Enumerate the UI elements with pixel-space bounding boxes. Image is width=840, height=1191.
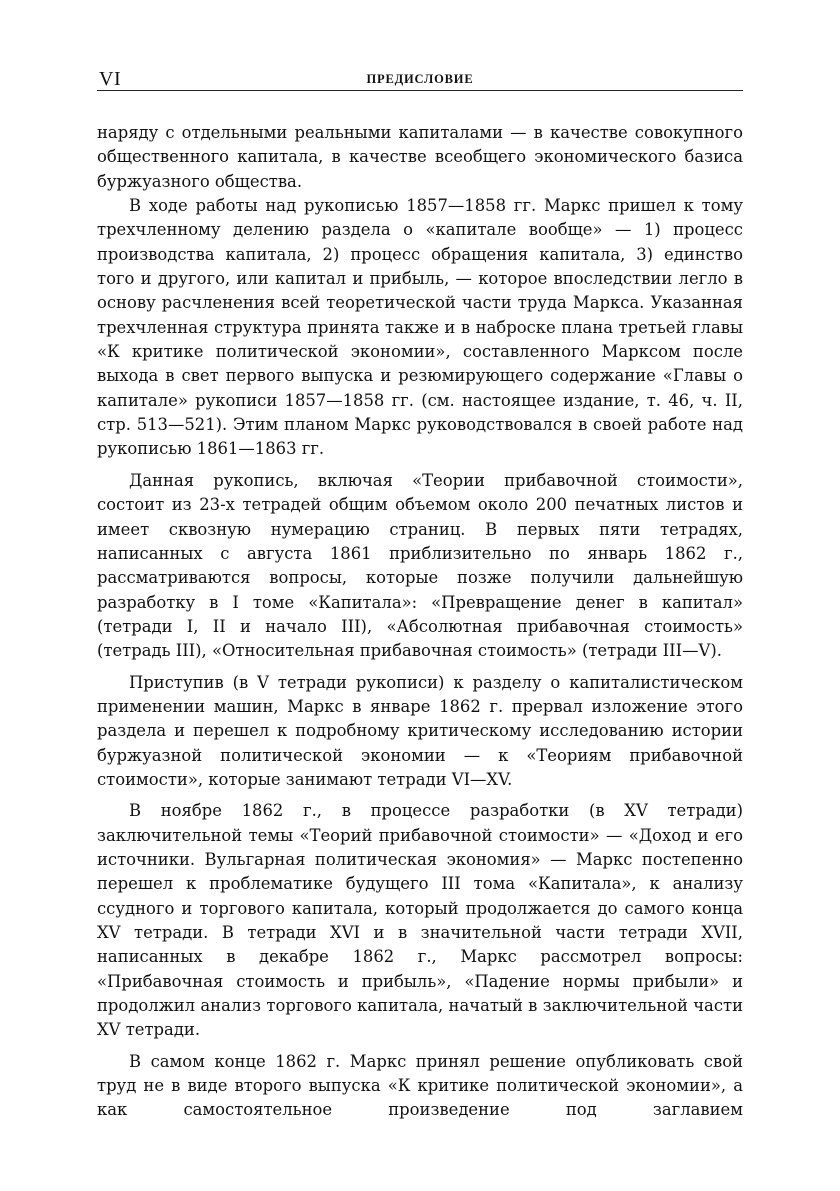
- paragraph-end-of-1862: В самом конце 1862 г. Маркс принял решение опубликовать свой труд не в виде второго выпуска «К критике политической экономии», а как самостоятельное произведение под заглавием: [97, 1051, 743, 1120]
- body-text: [97, 121, 743, 1123]
- paragraph-machinery-section: Приступив (в V тетради рукописи) к разделу о капиталистическом применении машин, Маркс в январе 1862 г. прервал изложение этого раздела и перешел к подробному критическому исследованию истории буржуазной политической экономии — к «Теориям прибавочной стоимости», которые занимают тетради VI—XV.: [97, 672, 743, 789]
- paragraph-continuation: наряду с отдельными реальными капиталами — в качестве совокупного общественного капитала, в качестве всеобщего экономического базиса буржуазного общества.: [97, 123, 743, 191]
- document-page: [97, 62, 743, 1123]
- paragraph-november-1862: В ноябре 1862 г., в процессе разработки (в XV тетради) заключительной темы «Теорий прибавочной стоимости» — «Доход и его источники. Вульгарная политическая экономия» — Маркс постепенно перешел к проблематике будущего III тома «Капитала», к анализу ссудного и торгового капитала, который продолжается до самого конца XV тетради. В тетради XVI и в значительной части тетради XVII, написанных в декабре 1862 г., Маркс рассмотрел вопросы: «Прибавочная стоимость и прибыль», «Падение нормы прибыли» и продолжил анализ торгового капитала, начатый в заключительной части XV тетради.: [97, 801, 743, 1040]
- page-number: VI: [99, 68, 122, 90]
- running-title: ПРЕДИСЛОВИЕ: [366, 72, 474, 86]
- running-head: [97, 62, 743, 91]
- paragraph-manuscript-1857-1858: В ходе работы над рукописью 1857—1858 гг. Маркс пришел к тому трехчленному делению раздела о «капитале вообще» — 1) процесс производства капитала, 2) процесс обращения капитала, 3) единство того и другого, или капитал и прибыль, — которое впоследствии легло в основу расчленения всей теоретической части труда Маркса. Указанная трехчленная структура принята также и в наброске плана третьей главы «К критике политической экономии», составленного Марксом после выхода в свет первого выпуска и резюмирующего содержание «Главы о капитале» рукописи 1857—1858 гг. (см. настоящее издание, т. 46, ч. II, стр. 513—521). Этим планом Маркс руководствовался в своей работе над рукописью 1861—1863 гг.: [97, 196, 743, 459]
- paragraph-manuscript-notebooks: Данная рукопись, включая «Теории прибавочной стоимости», состоит из 23-х тетрадей общим объемом около 200 печатных листов и имеет сквозную нумерацию страниц. В первых пяти тетрадях, написанных с августа 1861 приблизительно по январь 1862 г., рассматриваются вопросы, которые позже получили дальнейшую разработку в I томе «Капитала»: «Превращение денег в капитал» (тетради I, II и начало III), «Абсолютная прибавочная стоимость» (тетрадь III), «Относительная прибавочная стоимость» (тетради III—V).: [97, 470, 743, 661]
